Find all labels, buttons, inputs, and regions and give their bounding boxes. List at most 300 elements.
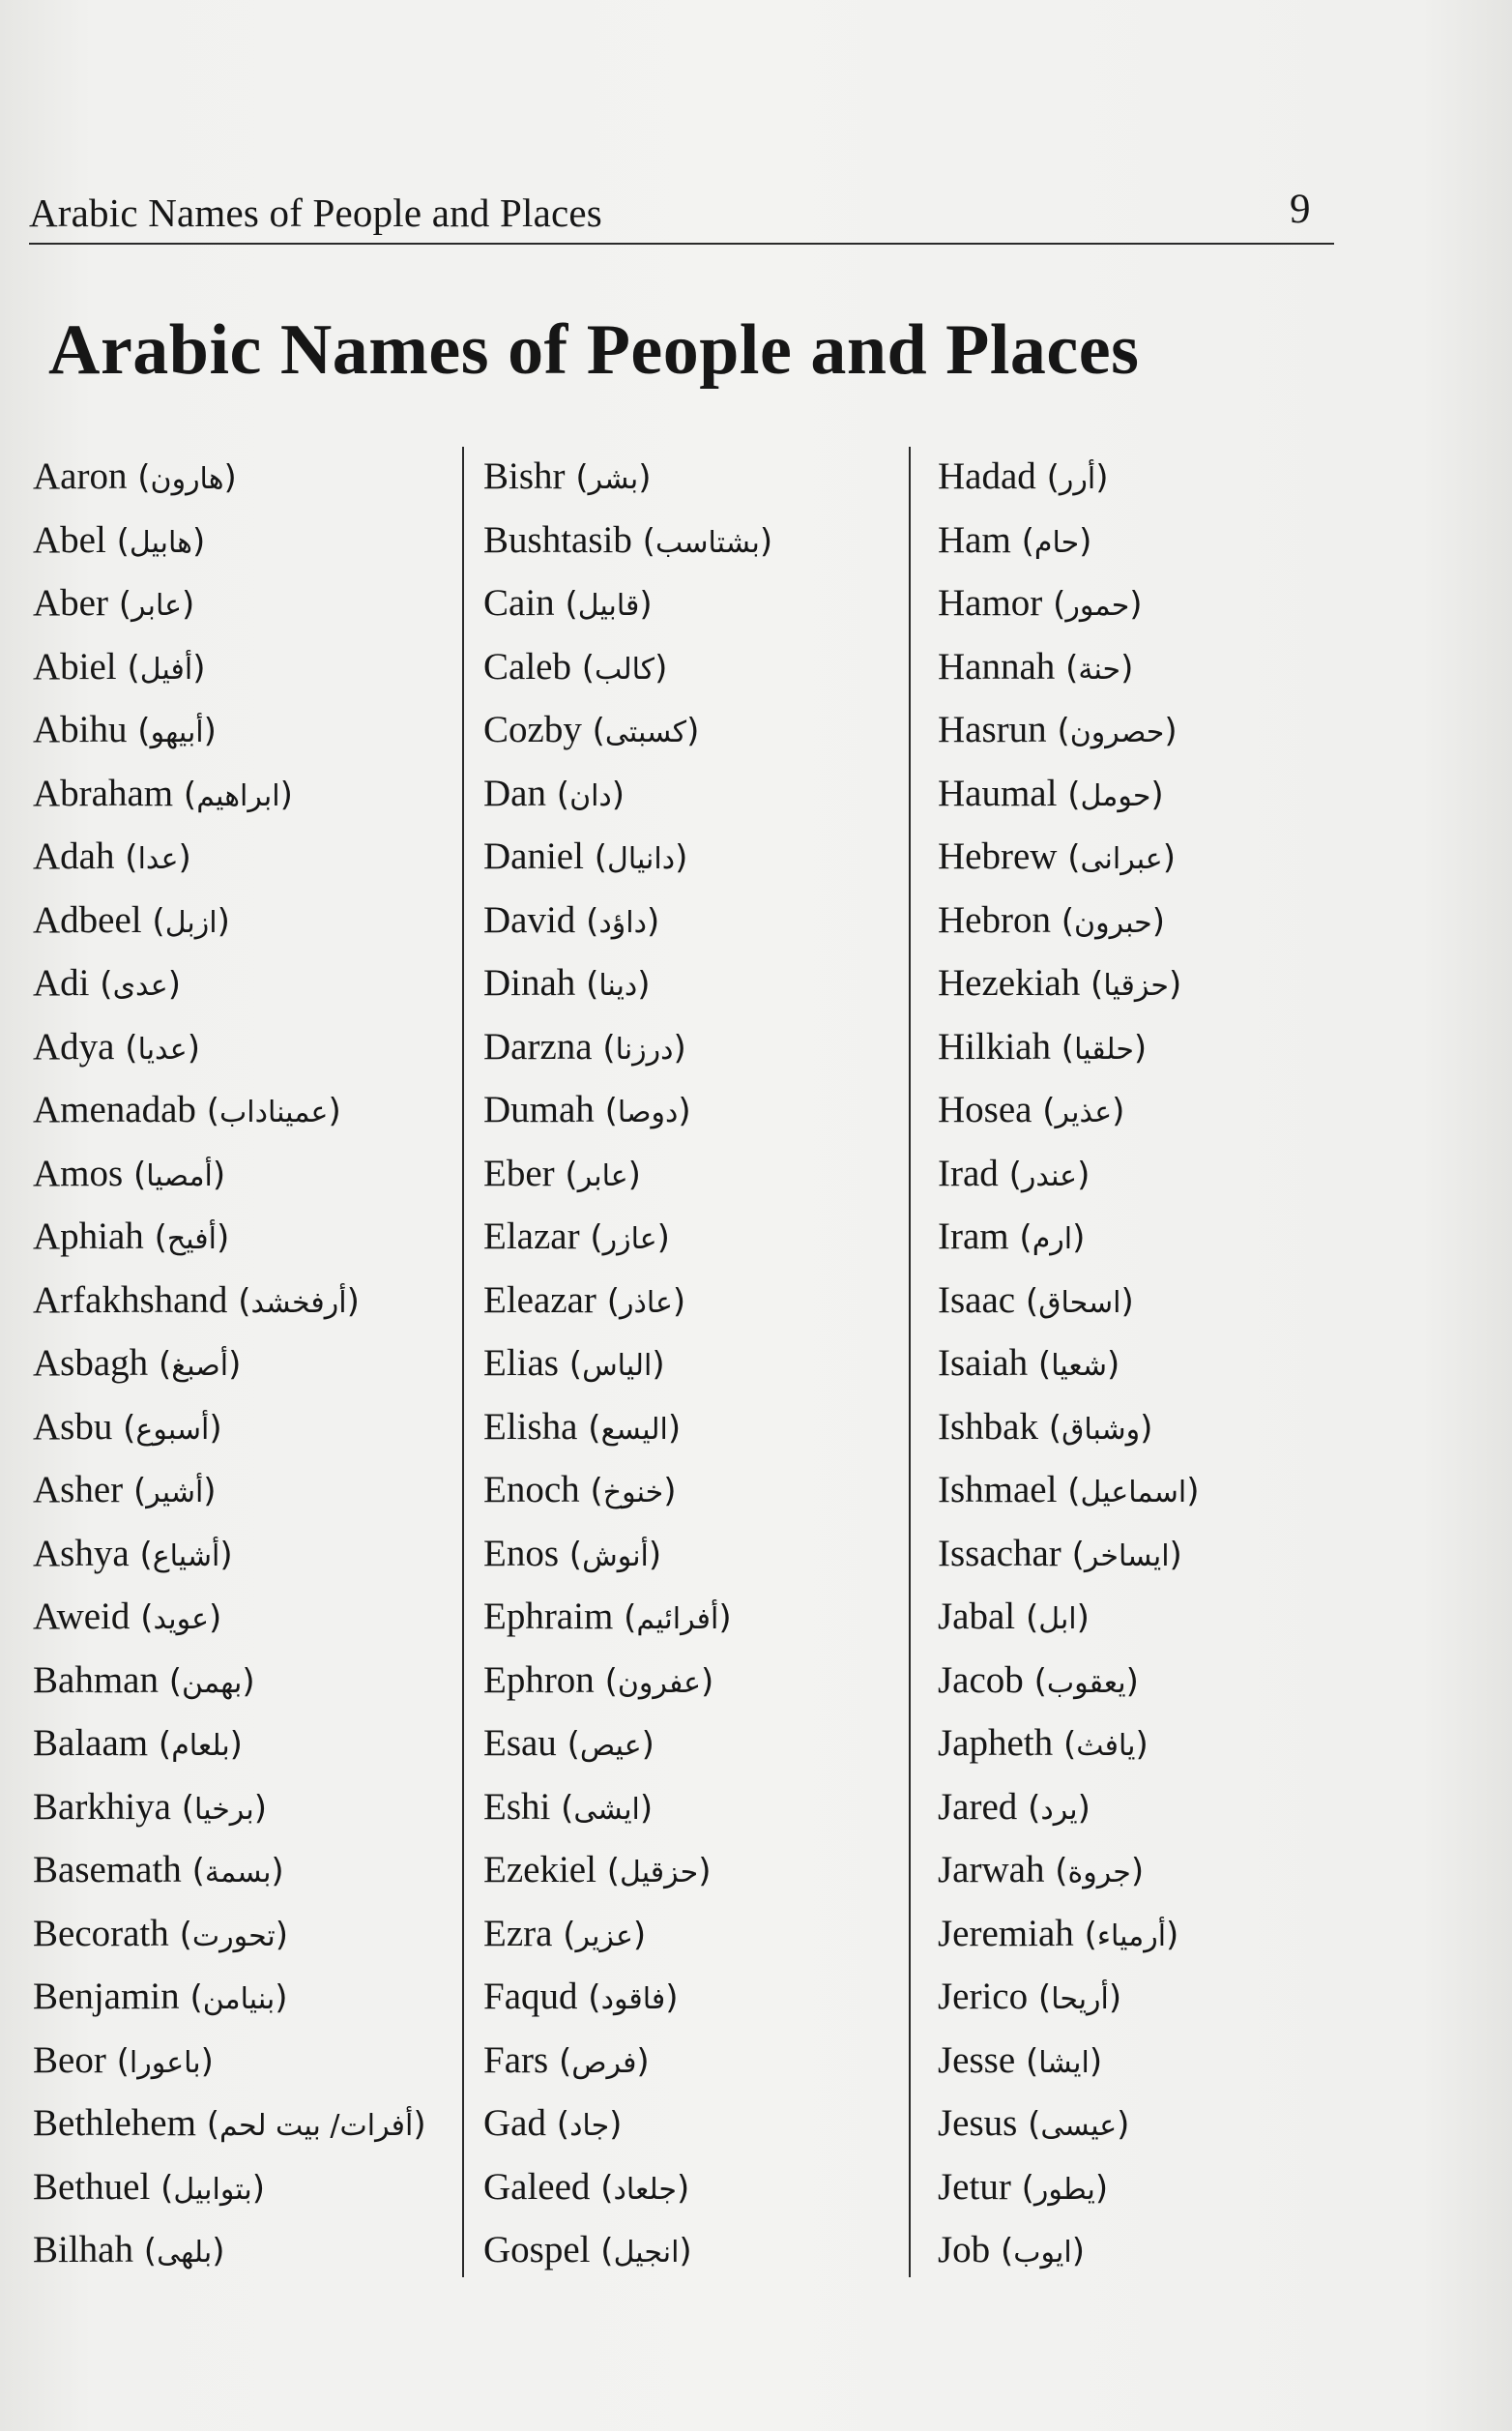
close-paren: ) bbox=[275, 1978, 288, 2017]
name-entry bbox=[33, 1458, 449, 1522]
close-paren: ) bbox=[686, 712, 700, 750]
names-column-3 bbox=[938, 445, 1324, 2282]
close-paren: ) bbox=[1169, 1535, 1182, 1574]
english-name: Hadad bbox=[938, 455, 1036, 497]
open-paren: ( bbox=[195, 2105, 220, 2144]
arabic-name: يعقوب bbox=[1046, 1665, 1126, 1700]
english-name: Haumal bbox=[938, 772, 1058, 814]
english-name: Gospel bbox=[483, 2229, 591, 2270]
close-paren: ) bbox=[678, 1092, 691, 1130]
arabic-name: جروة bbox=[1067, 1856, 1131, 1889]
open-paren: ( bbox=[1044, 1852, 1068, 1890]
open-paren: ( bbox=[552, 1915, 576, 1954]
close-paren: ) bbox=[638, 458, 652, 497]
name-entry bbox=[33, 509, 449, 572]
arabic-name: حنة bbox=[1078, 652, 1121, 687]
name-entry bbox=[33, 1712, 449, 1775]
open-paren: ( bbox=[123, 1155, 147, 1194]
arabic-name: الياس bbox=[582, 1349, 653, 1383]
open-paren: ( bbox=[1080, 965, 1104, 1004]
name-entry bbox=[33, 2155, 449, 2219]
open-paren: ( bbox=[179, 1978, 203, 2017]
english-name: Enoch bbox=[483, 1469, 580, 1510]
close-paren: ) bbox=[223, 458, 237, 497]
name-entry bbox=[938, 1838, 1324, 1902]
close-paren: ) bbox=[279, 775, 293, 814]
close-paren: ) bbox=[1151, 901, 1165, 941]
close-paren: ) bbox=[1094, 2168, 1109, 2208]
english-name: Dumah bbox=[483, 1089, 595, 1130]
name-entry bbox=[33, 1649, 449, 1713]
arabic-name: ابراهيم bbox=[196, 778, 280, 813]
open-paren: ( bbox=[170, 1788, 195, 1828]
arabic-name: بسمة bbox=[204, 1856, 272, 1889]
close-paren: ) bbox=[627, 1155, 641, 1194]
english-name: Jared bbox=[938, 1785, 1018, 1828]
name-entry bbox=[33, 1775, 449, 1839]
english-name: Aber bbox=[33, 582, 108, 624]
name-entry bbox=[33, 1142, 449, 1206]
close-paren: ) bbox=[229, 1725, 243, 1764]
arabic-name: حلقيا bbox=[1074, 1032, 1134, 1067]
open-paren: ( bbox=[577, 1408, 601, 1448]
open-paren: ( bbox=[590, 2232, 614, 2270]
open-paren: ( bbox=[1015, 2041, 1039, 2081]
english-name: Ephraim bbox=[483, 1596, 614, 1637]
name-entry bbox=[938, 1585, 1324, 1649]
name-entry bbox=[938, 762, 1324, 826]
open-paren: ( bbox=[1050, 1028, 1075, 1068]
open-paren: ( bbox=[577, 1978, 601, 2017]
english-name: Benjamin bbox=[33, 1976, 180, 2017]
arabic-name: عديا bbox=[137, 1032, 188, 1067]
open-paren: ( bbox=[581, 712, 605, 750]
name-entry bbox=[938, 509, 1324, 572]
arabic-name: اليسع bbox=[600, 1412, 668, 1447]
open-paren: ( bbox=[990, 2232, 1014, 2270]
arabic-name: أريحا bbox=[1051, 1982, 1109, 2016]
close-paren: ) bbox=[654, 648, 668, 688]
english-name: Bethlehem bbox=[33, 2102, 196, 2144]
name-entry bbox=[483, 571, 899, 635]
open-paren: ( bbox=[579, 1218, 603, 1257]
english-name: Caleb bbox=[483, 645, 571, 688]
close-paren: ) bbox=[167, 965, 181, 1004]
name-entry bbox=[483, 1078, 899, 1142]
name-entry bbox=[938, 2092, 1324, 2155]
english-name: Elisha bbox=[483, 1405, 578, 1448]
arabic-name: حزقيا bbox=[1103, 969, 1169, 1003]
name-entry bbox=[938, 1142, 1324, 1206]
open-paren: ( bbox=[559, 1535, 583, 1574]
arabic-name: أرفخشد bbox=[250, 1285, 347, 1320]
name-entry bbox=[483, 635, 899, 699]
arabic-name: عذير bbox=[1055, 1096, 1113, 1129]
english-name: Iram bbox=[938, 1216, 1009, 1257]
close-paren: ) bbox=[675, 838, 688, 877]
close-paren: ) bbox=[212, 2232, 225, 2270]
name-entry bbox=[938, 1015, 1324, 1079]
english-name: Asbagh bbox=[33, 1342, 149, 1384]
arabic-name: عميناداب bbox=[219, 1096, 329, 1129]
arabic-name: بتوابيل bbox=[173, 2172, 252, 2207]
english-name: Adbeel bbox=[33, 898, 142, 941]
close-paren: ) bbox=[1117, 2105, 1130, 2144]
english-name: Aweid bbox=[33, 1596, 131, 1637]
arabic-name: بشر bbox=[588, 462, 639, 496]
arabic-name: عفرون bbox=[617, 1665, 702, 1700]
arabic-name: بشتاسب bbox=[654, 525, 760, 560]
name-entry bbox=[33, 952, 449, 1015]
open-paren: ( bbox=[1017, 2105, 1041, 2144]
close-paren: ) bbox=[1133, 1028, 1148, 1068]
open-paren: ( bbox=[105, 2041, 130, 2081]
close-paren: ) bbox=[1095, 458, 1109, 497]
name-entry bbox=[938, 445, 1324, 509]
open-paren: ( bbox=[590, 2168, 614, 2208]
open-paren: ( bbox=[575, 901, 599, 941]
arabic-name: عيسى bbox=[1040, 2109, 1118, 2143]
arabic-name: شعيا bbox=[1051, 1349, 1108, 1383]
name-entry bbox=[33, 1838, 449, 1902]
open-paren: ( bbox=[1057, 775, 1081, 814]
english-name: Ashya bbox=[33, 1532, 130, 1574]
english-name: Galeed bbox=[483, 2165, 591, 2208]
open-paren: ( bbox=[1023, 1661, 1047, 1701]
close-paren: ) bbox=[1089, 2041, 1103, 2081]
open-paren: ( bbox=[148, 1345, 172, 1384]
open-paren: ( bbox=[565, 458, 589, 497]
english-name: Jesse bbox=[938, 2038, 1016, 2081]
close-paren: ) bbox=[639, 1788, 654, 1828]
close-paren: ) bbox=[759, 521, 773, 561]
english-name: Hosea bbox=[938, 1089, 1032, 1130]
name-entry bbox=[938, 635, 1324, 699]
open-paren: ( bbox=[596, 1852, 621, 1890]
english-name: Hasrun bbox=[938, 709, 1047, 750]
english-name: Ishmael bbox=[938, 1469, 1058, 1510]
open-paren: ( bbox=[594, 1092, 618, 1130]
open-paren: ( bbox=[1061, 1535, 1085, 1574]
close-paren: ) bbox=[1071, 2232, 1085, 2270]
close-paren: ) bbox=[1076, 1598, 1090, 1637]
open-paren: ( bbox=[1042, 585, 1066, 624]
arabic-name: عندر bbox=[1021, 1158, 1078, 1193]
name-entry bbox=[483, 445, 899, 509]
open-paren: ( bbox=[141, 901, 165, 941]
open-paren: ( bbox=[1046, 712, 1070, 750]
arabic-name: أشير bbox=[146, 1476, 204, 1509]
english-name: Asher bbox=[33, 1469, 124, 1510]
english-name: Japheth bbox=[938, 1722, 1054, 1764]
arabic-name: أبيهو bbox=[150, 716, 204, 749]
close-paren: ) bbox=[1168, 965, 1182, 1004]
name-entry bbox=[938, 1078, 1324, 1142]
name-entry bbox=[33, 1205, 449, 1269]
english-name: Jerico bbox=[938, 1976, 1029, 2017]
open-paren: ( bbox=[558, 1345, 583, 1384]
arabic-name: بهمن bbox=[182, 1665, 243, 1700]
name-entry bbox=[483, 1965, 899, 2029]
name-entry bbox=[938, 1712, 1324, 1775]
name-entry bbox=[938, 1458, 1324, 1522]
english-name: Esau bbox=[483, 1722, 557, 1764]
page-number: 9 bbox=[1290, 187, 1311, 232]
english-name: Bethuel bbox=[33, 2165, 151, 2208]
english-name: Enos bbox=[483, 1532, 559, 1574]
name-entry bbox=[483, 889, 899, 952]
close-paren: ) bbox=[1079, 521, 1092, 561]
close-paren: ) bbox=[665, 1978, 679, 2017]
arabic-name: باعورا bbox=[129, 2045, 201, 2080]
arabic-name: ارم bbox=[1032, 1222, 1073, 1256]
open-paren: ( bbox=[1017, 1788, 1041, 1828]
close-paren: ) bbox=[203, 712, 217, 750]
english-name: Aphiah bbox=[33, 1216, 144, 1257]
close-paren: ) bbox=[1129, 585, 1143, 624]
close-paren: ) bbox=[271, 1852, 284, 1890]
name-entry bbox=[33, 2092, 449, 2155]
open-paren: ( bbox=[168, 1915, 192, 1954]
name-entry bbox=[938, 1332, 1324, 1395]
name-entry bbox=[483, 825, 899, 889]
running-head: Arabic Names of People and Places bbox=[29, 190, 602, 235]
english-name: Isaac bbox=[938, 1278, 1016, 1321]
name-entry bbox=[483, 2029, 899, 2093]
close-paren: ) bbox=[1125, 1661, 1139, 1701]
open-paren: ( bbox=[1057, 1472, 1081, 1510]
name-entry bbox=[33, 1585, 449, 1649]
english-name: Arfakhshand bbox=[33, 1278, 228, 1321]
close-paren: ) bbox=[1112, 1092, 1125, 1130]
english-name: Eshi bbox=[483, 1785, 551, 1828]
arabic-name: بلعام bbox=[171, 1729, 230, 1763]
close-paren: ) bbox=[413, 2105, 426, 2144]
arabic-name: انجيل bbox=[613, 2236, 680, 2270]
name-entry bbox=[483, 698, 899, 762]
open-paren: ( bbox=[1028, 1978, 1052, 2017]
english-name: Ishbak bbox=[938, 1405, 1038, 1448]
arabic-name: فرص bbox=[571, 2045, 637, 2080]
open-paren: ( bbox=[127, 712, 151, 750]
name-entry bbox=[483, 2092, 899, 2155]
close-paren: ) bbox=[1120, 648, 1134, 688]
name-entry bbox=[33, 1015, 449, 1079]
open-paren: ( bbox=[1057, 838, 1081, 877]
name-entry bbox=[483, 1332, 899, 1395]
open-paren: ( bbox=[550, 1788, 574, 1828]
arabic-name: اسماعيل bbox=[1080, 1476, 1187, 1509]
close-paren: ) bbox=[242, 1661, 255, 1701]
open-paren: ( bbox=[1053, 1725, 1077, 1764]
open-paren: ( bbox=[594, 1661, 618, 1701]
arabic-name: بلهى bbox=[157, 2236, 213, 2270]
close-paren: ) bbox=[203, 1472, 217, 1510]
close-paren: ) bbox=[217, 901, 230, 941]
english-name: Dan bbox=[483, 772, 546, 814]
header-rule bbox=[29, 243, 1334, 245]
english-name: Job bbox=[938, 2229, 991, 2270]
arabic-name: عابر bbox=[577, 1158, 628, 1193]
arabic-name: ابل bbox=[1038, 1602, 1077, 1636]
open-paren: ( bbox=[613, 1598, 637, 1637]
name-entry bbox=[938, 1205, 1324, 1269]
english-name: Issachar bbox=[938, 1532, 1061, 1574]
english-name: Abiel bbox=[33, 645, 117, 688]
english-name: Hebron bbox=[938, 898, 1051, 941]
english-name: Ephron bbox=[483, 1658, 595, 1701]
english-name: Jeremiah bbox=[938, 1912, 1074, 1954]
open-paren: ( bbox=[596, 1281, 620, 1321]
english-name: Ezekiel bbox=[483, 1849, 596, 1890]
name-entry bbox=[483, 1585, 899, 1649]
column-divider-2 bbox=[909, 447, 911, 2277]
arabic-name: ازبل bbox=[164, 905, 218, 940]
english-name: Elazar bbox=[483, 1216, 580, 1257]
open-paren: ( bbox=[158, 1661, 183, 1701]
open-paren: ( bbox=[592, 1028, 616, 1068]
close-paren: ) bbox=[216, 1218, 230, 1257]
name-entry bbox=[483, 1838, 899, 1902]
close-paren: ) bbox=[192, 648, 206, 688]
english-name: Jetur bbox=[938, 2165, 1011, 2208]
open-paren: ( bbox=[556, 1725, 580, 1764]
close-paren: ) bbox=[652, 1345, 665, 1384]
arabic-name: هابيل bbox=[129, 525, 192, 560]
english-name: Amos bbox=[33, 1152, 124, 1194]
english-name: Faqud bbox=[483, 1976, 578, 2017]
open-paren: ( bbox=[195, 1092, 220, 1130]
name-entry bbox=[483, 1775, 899, 1839]
close-paren: ) bbox=[667, 1408, 682, 1448]
open-paren: ( bbox=[150, 2168, 174, 2208]
english-name: Eber bbox=[483, 1152, 555, 1194]
english-name: Adi bbox=[33, 962, 90, 1004]
open-paren: ( bbox=[554, 1155, 578, 1194]
open-paren: ( bbox=[112, 1408, 136, 1448]
open-paren: ( bbox=[1073, 1915, 1097, 1954]
open-paren: ( bbox=[579, 1472, 603, 1510]
name-entry bbox=[938, 1775, 1324, 1839]
close-paren: ) bbox=[698, 1852, 712, 1890]
name-entry bbox=[938, 889, 1324, 952]
name-entry bbox=[483, 1395, 899, 1459]
arabic-name: أرر bbox=[1059, 462, 1096, 496]
open-paren: ( bbox=[143, 1218, 167, 1257]
name-entry bbox=[483, 1902, 899, 1966]
name-entry bbox=[938, 2218, 1324, 2282]
arabic-name: يطور bbox=[1033, 2172, 1095, 2207]
open-paren: ( bbox=[1037, 1408, 1062, 1448]
name-entry bbox=[938, 1269, 1324, 1333]
close-paren: ) bbox=[253, 1788, 267, 1828]
arabic-name: حمور bbox=[1065, 589, 1130, 623]
english-name: Aaron bbox=[33, 455, 128, 497]
name-entry bbox=[33, 571, 449, 635]
english-name: Fars bbox=[483, 2038, 549, 2081]
english-name: Elias bbox=[483, 1342, 559, 1384]
english-name: Jabal bbox=[938, 1596, 1016, 1637]
name-entry bbox=[938, 2029, 1324, 2093]
arabic-name: وشباق bbox=[1061, 1412, 1141, 1447]
open-paren: ( bbox=[148, 1725, 172, 1764]
open-paren: ( bbox=[545, 2105, 570, 2144]
close-paren: ) bbox=[718, 1598, 732, 1637]
english-name: Ham bbox=[938, 518, 1011, 561]
open-paren: ( bbox=[1032, 1092, 1056, 1130]
name-entry bbox=[483, 952, 899, 1015]
open-paren: ( bbox=[107, 585, 132, 624]
arabic-name: دوصا bbox=[617, 1096, 679, 1129]
english-name: Cain bbox=[483, 582, 555, 624]
open-paren: ( bbox=[1015, 1598, 1039, 1637]
arabic-name: ايشا bbox=[1038, 2045, 1090, 2080]
arabic-name: عدا bbox=[137, 842, 179, 876]
arabic-name: فاقود bbox=[600, 1982, 666, 2016]
arabic-name: أشياع bbox=[152, 1538, 220, 1573]
name-entry bbox=[938, 571, 1324, 635]
column-divider-1 bbox=[462, 447, 464, 2277]
close-paren: ) bbox=[178, 838, 191, 877]
name-entry bbox=[483, 2218, 899, 2282]
name-entry bbox=[483, 1458, 899, 1522]
open-paren: ( bbox=[130, 1598, 154, 1637]
name-entry bbox=[938, 952, 1324, 1015]
english-name: Hilkiah bbox=[938, 1025, 1051, 1068]
name-entry bbox=[483, 1269, 899, 1333]
name-entry bbox=[483, 1015, 899, 1079]
open-paren: ( bbox=[227, 1281, 251, 1321]
english-name: Asbu bbox=[33, 1405, 113, 1448]
close-paren: ) bbox=[1108, 1978, 1122, 2017]
english-name: Abihu bbox=[33, 709, 128, 750]
name-entry bbox=[938, 698, 1324, 762]
arabic-name: دان bbox=[569, 778, 612, 813]
english-name: Bilhah bbox=[33, 2229, 133, 2270]
open-paren: ( bbox=[116, 648, 140, 688]
open-paren: ( bbox=[127, 458, 151, 497]
name-entry bbox=[33, 698, 449, 762]
open-paren: ( bbox=[123, 1472, 147, 1510]
english-name: Hezekiah bbox=[938, 962, 1081, 1004]
open-paren: ( bbox=[631, 521, 655, 561]
open-paren: ( bbox=[1035, 458, 1060, 497]
arabic-name: يرد bbox=[1040, 1792, 1078, 1827]
close-paren: ) bbox=[679, 2232, 692, 2270]
arabic-name: أفرات/ بيت لحم bbox=[219, 2109, 414, 2143]
close-paren: ) bbox=[1077, 1155, 1090, 1194]
arabic-name: عويد bbox=[153, 1602, 209, 1636]
open-paren: ( bbox=[1050, 901, 1075, 941]
name-entry bbox=[483, 509, 899, 572]
open-paren: ( bbox=[114, 1028, 138, 1068]
name-entry bbox=[938, 1965, 1324, 2029]
close-paren: ) bbox=[191, 521, 206, 561]
english-name: Darzna bbox=[483, 1025, 593, 1068]
arabic-name: حام bbox=[1033, 525, 1080, 560]
arabic-name: قابيل bbox=[577, 589, 640, 623]
name-entry bbox=[33, 635, 449, 699]
english-name: Adya bbox=[33, 1025, 115, 1068]
english-name: Becorath bbox=[33, 1912, 169, 1954]
close-paren: ) bbox=[646, 901, 660, 941]
close-paren: ) bbox=[182, 585, 195, 624]
close-paren: ) bbox=[656, 1218, 670, 1257]
arabic-name: حومل bbox=[1080, 778, 1151, 813]
name-entry bbox=[33, 1395, 449, 1459]
close-paren: ) bbox=[1186, 1472, 1200, 1510]
arabic-name: يافث bbox=[1076, 1729, 1136, 1763]
